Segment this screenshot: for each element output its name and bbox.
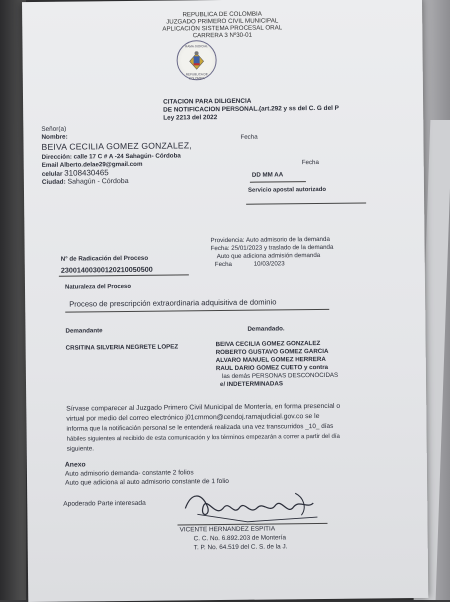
divider-radicacion <box>59 274 189 276</box>
recipient-address: Dirección: calle 17 C # A -24 Sahagún- Córdoba <box>41 152 181 161</box>
header-line-4: CARRERA 3 Nº30-01 <box>192 31 253 40</box>
nombre-label: Nombre: <box>41 133 68 141</box>
demandado-3: ALVARO MANUEL GOMEZ HERRERA <box>215 355 326 365</box>
anexo-item-2: Auto que adiciona al auto admisorio constante de 1 folio <box>65 477 229 487</box>
body-line-3: informa que la notificación personal se le entenderá realizada una vez transcurridos _10_ días <box>66 422 334 433</box>
celular-label: celular <box>41 170 63 178</box>
divider-fecha <box>250 181 306 183</box>
citation-title-1: CITACION PARA DILIGENCIA <box>163 97 252 106</box>
divider-proceso <box>65 309 329 313</box>
providencia-line-1: Providencia: Auto admisorio de la demanda <box>210 235 330 245</box>
servicio-label: Servicio apostal autorizado <box>247 186 327 194</box>
body-line-2: virtual por medio del correo electrónico j01cmmon@cendoj.ramajudicial.gov.co se le <box>66 413 320 423</box>
recipient-email: Email Alberto.delae29@gmail.com <box>41 160 143 169</box>
demandado-6: e/ INDETERMINADAS <box>219 380 283 389</box>
proceso-value: Proceso de prescripción extraordinaria adquisitiva de dominio <box>69 297 277 309</box>
providencia-line-3: Auto que adiciona admisión demanda <box>216 251 321 261</box>
apoderado-label: Apoderado Parte interesada <box>63 499 146 508</box>
celular-line <box>42 168 109 178</box>
ciudad-value: Sahagún - Córdoba <box>67 177 129 186</box>
demandante-label: Demandante <box>65 327 103 335</box>
seal-top-text: RAMA JUDICIAL <box>185 44 208 49</box>
body-line-4: hábiles siguientes al recibido de esta comunicación y los términos empezarán a correr a partir del día <box>66 432 340 443</box>
providencia-fecha-label: Fecha <box>214 260 233 269</box>
divider-servicio <box>246 203 366 205</box>
demandante-name: CRSITINA SILVERIA NEGRETE LOPEZ <box>65 343 179 352</box>
anexo-label: Anexo <box>64 461 86 469</box>
ciudad-label: Ciudad: <box>41 178 66 186</box>
proceso-label: Naturaleza del Proceso <box>64 283 132 291</box>
anexo-item-1: Auto admisorio demanda- constante 2 folios <box>64 469 194 478</box>
providencia-fecha-value: 10/03/2023 <box>253 260 285 268</box>
recipient-name: BEIVA CECILIA GOMEZ GONZALEZ, <box>41 140 192 152</box>
senor-label: Señor(a) <box>41 125 67 133</box>
header-line-3: APLICACIÓN SISTEMA PROCESAL ORAL <box>162 24 283 33</box>
signer-cc: C. C. No. 6.892.203 de Montería <box>193 534 287 543</box>
radicacion-label: N° de Radicación del Proceso <box>60 254 149 263</box>
radicacion-value: 23001400300120210050500 <box>60 264 153 275</box>
ciudad-line <box>42 178 129 186</box>
body-line-1: Sírvase comparecer al Juzgado Primero Civil Municipal de Montería, en forma presencial o <box>66 402 341 413</box>
document-page <box>22 0 428 602</box>
court-seal <box>176 40 216 80</box>
seal-bottom-text: REPUBLICA DE COLOMBIA <box>185 72 208 81</box>
citation-title-3: Ley 2213 del 2022 <box>163 114 218 122</box>
header-line-1: REPUBLICA DE COLOMBIA <box>182 10 262 19</box>
celular-value: 3108430465 <box>64 168 109 178</box>
demandado-2: ROBERTO GUSTAVO GOMEZ GARCIA <box>215 347 329 357</box>
signer-tp: T. P. No. 64.519 del C. S. de la J. <box>193 543 288 552</box>
demandado-4: RAUL DARIO GOMEZ CUETO y contra <box>215 363 329 373</box>
ddmmaa-label: DD MM AA <box>251 171 284 179</box>
demandado-5: las demás PERSONAS DESCONOCIDAS <box>221 371 339 381</box>
providencia-line-2: Fecha: 25/01/2023 y traslado de la demanda <box>210 243 334 253</box>
fecha-label-2: Fecha <box>301 158 319 167</box>
signer-name: VICENTE HERNANDEZ ESPITIA <box>179 525 276 534</box>
body-line-5: siguiente. <box>66 445 95 453</box>
providencia-fecha-line <box>215 260 285 268</box>
fecha-label-1: Fecha <box>240 133 258 141</box>
demandado-1: BEIVA CECILIA GOMEZ GONZALEZ <box>215 339 321 349</box>
header-line-2: JUZGADO PRIMERO CIVIL MUNICIPAL <box>166 17 279 26</box>
citation-title-2: DE NOTIFICACION PERSONAL.(art.292 y ss del C. G del P <box>163 104 339 114</box>
demandado-label: Demandado. <box>247 325 285 333</box>
